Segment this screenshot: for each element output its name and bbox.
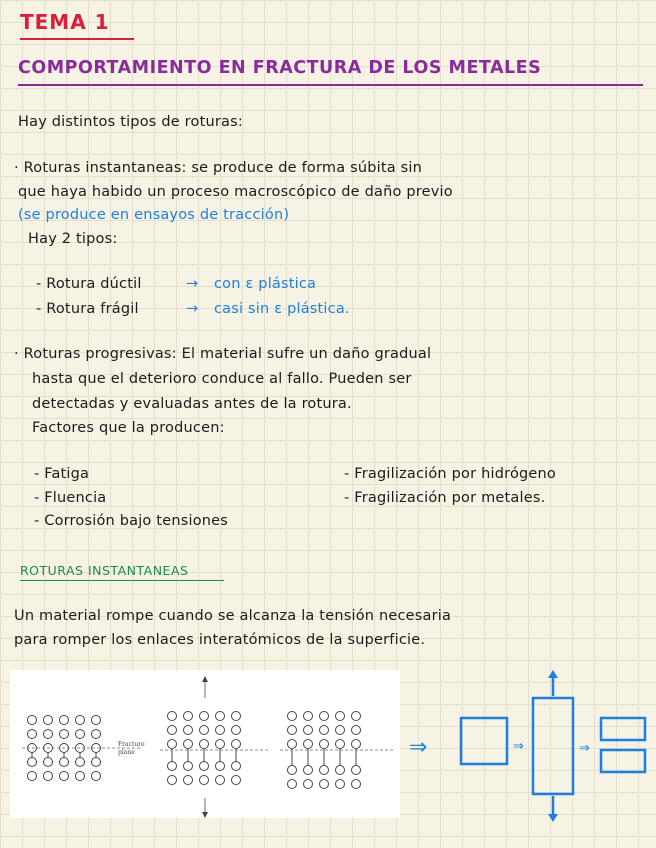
atom (168, 740, 177, 749)
atom (60, 716, 69, 725)
atom (216, 740, 225, 749)
ductil-arrow: → (186, 276, 199, 292)
atom (288, 740, 297, 749)
atom (60, 730, 69, 739)
atom (92, 758, 101, 767)
big-arrow-icon: ⇒ (409, 735, 428, 760)
atom (76, 772, 85, 781)
instant-line-1: · Roturas instantaneas: se produce de forma súbita sin (14, 160, 423, 176)
fragil-arrow: → (186, 301, 199, 317)
ductil-note: con ε plástica (214, 276, 317, 292)
atom (352, 740, 361, 749)
atom (28, 772, 37, 781)
page-subtitle: COMPORTAMIENTO EN FRACTURA DE LOS METALES (18, 58, 542, 78)
small-arrow-icon-2: ⇒ (579, 741, 590, 756)
atom (44, 772, 53, 781)
small-arrow-icon-1: ⇒ (513, 739, 524, 754)
factor-hydrogen-embrittlement: - Fragilización por hidrógeno (344, 466, 557, 482)
atom (352, 766, 361, 775)
atom (288, 766, 297, 775)
page-title: TEMA 1 (20, 10, 110, 34)
atom (168, 726, 177, 735)
atom (92, 772, 101, 781)
progressive-line-1: · Roturas progresivas: El material sufre un daño gradual (14, 346, 432, 362)
atom (336, 726, 345, 735)
atom (216, 726, 225, 735)
atom (304, 712, 313, 721)
atom (76, 716, 85, 725)
atom (304, 726, 313, 735)
atom (168, 776, 177, 785)
section-instant-line-2: para romper los enlaces interatómicos de la superficie. (14, 632, 426, 648)
atom (216, 762, 225, 771)
factor-stress-corrosion: - Corrosión bajo tensiones (34, 513, 229, 529)
atom (184, 776, 193, 785)
atom (288, 712, 297, 721)
atom (232, 726, 241, 735)
atom (184, 726, 193, 735)
atom (352, 712, 361, 721)
atom (288, 726, 297, 735)
atom (352, 726, 361, 735)
atom (336, 766, 345, 775)
atom (60, 772, 69, 781)
atom (232, 740, 241, 749)
atom (168, 712, 177, 721)
progressive-line-3: detectadas y evaluadas antes de la rotura. (32, 396, 352, 412)
section-heading-instant: ROTURAS INSTANTANEAS (20, 563, 189, 578)
atom (232, 712, 241, 721)
atom (216, 712, 225, 721)
instant-line-3: (se produce en ensayos de tracción) (18, 207, 290, 223)
fracture-label-2: plane (118, 749, 135, 756)
atom (320, 740, 329, 749)
atom (336, 780, 345, 789)
progressive-line-4: Factores que la producen: (32, 420, 225, 436)
atom (336, 712, 345, 721)
fragil-note: casi sin ε plástica. (214, 301, 350, 317)
atom (28, 716, 37, 725)
atom (184, 740, 193, 749)
title-underline (20, 38, 134, 40)
instant-line-2: que haya habido un proceso macroscópico de daño previo (18, 184, 453, 200)
atom (28, 758, 37, 767)
section-heading-underline (20, 580, 224, 581)
atom (168, 762, 177, 771)
atom (76, 758, 85, 767)
progressive-line-2: hasta que el deterioro conduce al fallo. Pueden ser (32, 371, 412, 387)
atom (232, 762, 241, 771)
atom (320, 780, 329, 789)
atom (304, 766, 313, 775)
atom (320, 766, 329, 775)
atom (200, 762, 209, 771)
intro-text: Hay distintos tipos de roturas: (18, 114, 243, 130)
fracture-label-1: Fracture (118, 741, 145, 748)
atomic-lattice-figure (10, 670, 400, 818)
atom (28, 730, 37, 739)
fragil-label: - Rotura frágil (36, 301, 139, 317)
atom (216, 776, 225, 785)
atom (200, 740, 209, 749)
atom (92, 730, 101, 739)
instant-line-4: Hay 2 tipos: (28, 231, 118, 247)
atom (200, 776, 209, 785)
atom (92, 716, 101, 725)
fracture-schematic (405, 668, 655, 828)
atom (200, 712, 209, 721)
atom (320, 726, 329, 735)
atom (60, 758, 69, 767)
section-instant-line-1: Un material rompe cuando se alcanza la tensión necesaria (14, 608, 452, 624)
subtitle-underline (18, 84, 643, 86)
atom (76, 730, 85, 739)
atom (320, 712, 329, 721)
atom (44, 730, 53, 739)
atom (288, 780, 297, 789)
factor-creep: - Fluencia (34, 490, 107, 506)
atom (304, 780, 313, 789)
atom (184, 712, 193, 721)
atom (352, 780, 361, 789)
atom (44, 716, 53, 725)
atom (336, 740, 345, 749)
ductil-label: - Rotura dúctil (36, 276, 142, 292)
factor-metal-embrittlement: - Fragilización por metales. (344, 490, 546, 506)
atom (184, 762, 193, 771)
factor-fatigue: - Fatiga (34, 466, 90, 482)
atom (232, 776, 241, 785)
atom (200, 726, 209, 735)
atom (304, 740, 313, 749)
atom (44, 758, 53, 767)
